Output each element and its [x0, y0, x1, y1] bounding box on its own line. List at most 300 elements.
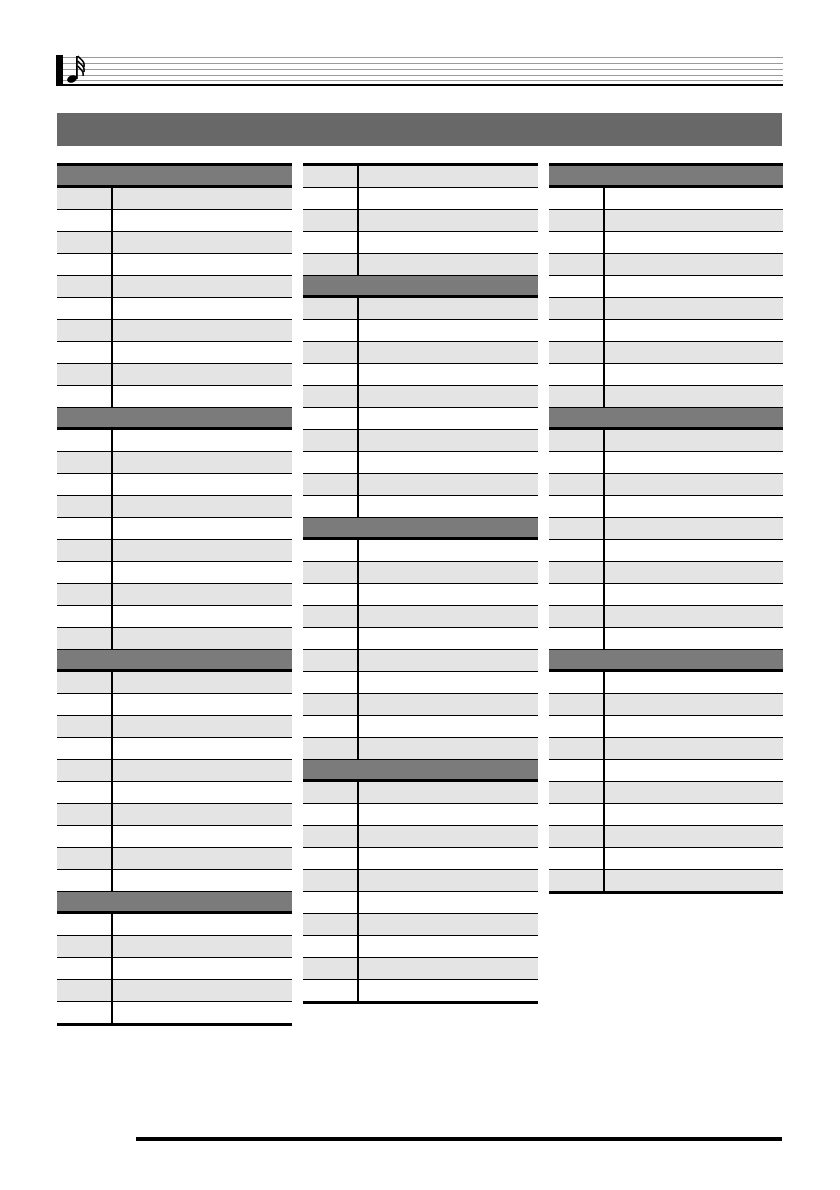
- table-row: [303, 914, 538, 936]
- row-number: [57, 1002, 113, 1023]
- row-number: [57, 452, 113, 473]
- row-name: [359, 980, 538, 1001]
- staff-line: [63, 75, 783, 76]
- row-name: [113, 782, 292, 803]
- row-number: [303, 166, 359, 187]
- row-number: [303, 298, 359, 319]
- table-row: [57, 628, 292, 650]
- row-number: [303, 782, 359, 803]
- table-row: [303, 936, 538, 958]
- row-name: [359, 650, 538, 671]
- row-number: [303, 650, 359, 671]
- table-row: [549, 210, 783, 232]
- table-row: [549, 870, 783, 892]
- row-name: [113, 342, 292, 363]
- table-row: [549, 342, 783, 364]
- row-number: [57, 804, 113, 825]
- row-number: [57, 958, 113, 979]
- row-number: [57, 980, 113, 1001]
- table-row: [303, 782, 538, 804]
- row-name: [359, 672, 538, 693]
- row-name: [605, 826, 783, 847]
- table-row: [303, 870, 538, 892]
- row-name: [113, 474, 292, 495]
- table-row: [549, 474, 783, 496]
- row-name: [113, 210, 292, 231]
- table-row: [549, 320, 783, 342]
- row-name: [359, 716, 538, 737]
- table-row: [303, 298, 538, 320]
- row-number: [57, 298, 113, 319]
- table-row: [549, 298, 783, 320]
- row-name: [113, 870, 292, 891]
- row-number: [57, 606, 113, 627]
- table-row: [57, 518, 292, 540]
- row-number: [549, 254, 605, 275]
- table-column-2: [303, 163, 538, 1004]
- table-row: [549, 606, 783, 628]
- row-name: [605, 496, 783, 517]
- column-bottom-rule: [57, 1024, 292, 1026]
- row-number: [303, 826, 359, 847]
- row-number: [549, 826, 605, 847]
- row-name: [113, 276, 292, 297]
- row-number: [57, 694, 113, 715]
- row-number: [549, 298, 605, 319]
- table-row: [549, 628, 783, 650]
- row-name: [359, 804, 538, 825]
- row-name: [359, 584, 538, 605]
- row-number: [549, 738, 605, 759]
- row-name: [359, 848, 538, 869]
- row-name: [605, 518, 783, 539]
- row-number: [57, 364, 113, 385]
- table-row: [57, 342, 292, 364]
- table-row: [303, 826, 538, 848]
- header-staff: [56, 55, 783, 86]
- table-row: [303, 738, 538, 760]
- table-row: [57, 936, 292, 958]
- table-column-3: [549, 163, 783, 894]
- row-number: [303, 870, 359, 891]
- row-name: [605, 342, 783, 363]
- table-row: [57, 540, 292, 562]
- row-name: [359, 254, 538, 275]
- row-name: [359, 474, 538, 495]
- row-name: [605, 716, 783, 737]
- row-name: [605, 672, 783, 693]
- row-name: [359, 166, 538, 187]
- staff-line: [63, 63, 783, 64]
- row-number: [303, 188, 359, 209]
- row-number: [549, 804, 605, 825]
- row-name: [359, 914, 538, 935]
- row-name: [359, 342, 538, 363]
- row-name: [113, 496, 292, 517]
- row-number: [303, 408, 359, 429]
- table-row: [549, 452, 783, 474]
- table-row: [549, 518, 783, 540]
- row-number: [57, 474, 113, 495]
- row-number: [57, 760, 113, 781]
- table-row: [303, 254, 538, 276]
- row-number: [549, 628, 605, 649]
- table-row: [303, 980, 538, 1002]
- table-row: [57, 364, 292, 386]
- footer-rule: [136, 1137, 782, 1141]
- row-number: [549, 672, 605, 693]
- table-row: [303, 848, 538, 870]
- row-number: [303, 892, 359, 913]
- table-row: [303, 430, 538, 452]
- row-number: [57, 276, 113, 297]
- row-number: [303, 342, 359, 363]
- table-row: [57, 452, 292, 474]
- table-row: [57, 914, 292, 936]
- table-row: [57, 672, 292, 694]
- table-row: [549, 584, 783, 606]
- row-name: [113, 562, 292, 583]
- column-bottom-rule: [303, 1002, 538, 1004]
- row-name: [605, 386, 783, 407]
- music-note-icon: [65, 52, 89, 86]
- row-number: [549, 584, 605, 605]
- group-header: [57, 650, 292, 672]
- table-row: [57, 848, 292, 870]
- table-row: [57, 298, 292, 320]
- row-name: [605, 320, 783, 341]
- staff-line: [63, 57, 783, 58]
- table-row: [303, 210, 538, 232]
- table-row: [549, 496, 783, 518]
- row-number: [57, 584, 113, 605]
- row-number: [303, 738, 359, 759]
- row-name: [605, 562, 783, 583]
- row-name: [113, 958, 292, 979]
- row-number: [549, 276, 605, 297]
- table-row: [57, 760, 292, 782]
- row-name: [605, 188, 783, 209]
- row-number: [303, 606, 359, 627]
- row-name: [359, 320, 538, 341]
- table-row: [549, 848, 783, 870]
- row-name: [113, 188, 292, 209]
- table-row: [549, 364, 783, 386]
- table-row: [303, 716, 538, 738]
- row-number: [303, 672, 359, 693]
- row-number: [549, 364, 605, 385]
- row-number: [549, 870, 605, 891]
- table-row: [57, 562, 292, 584]
- row-number: [303, 848, 359, 869]
- row-name: [359, 606, 538, 627]
- row-name: [605, 848, 783, 869]
- table-row: [303, 408, 538, 430]
- row-number: [57, 518, 113, 539]
- group-header: [303, 760, 538, 782]
- row-number: [549, 782, 605, 803]
- table-row: [303, 342, 538, 364]
- table-row: [303, 694, 538, 716]
- table-row: [303, 166, 538, 188]
- table-row: [303, 188, 538, 210]
- table-row: [57, 276, 292, 298]
- staff-line: [63, 69, 783, 70]
- row-number: [57, 914, 113, 935]
- group-header: [57, 892, 292, 914]
- row-number: [303, 540, 359, 561]
- row-name: [605, 606, 783, 627]
- row-name: [605, 232, 783, 253]
- row-number: [303, 474, 359, 495]
- row-name: [359, 188, 538, 209]
- row-number: [549, 386, 605, 407]
- table-row: [303, 320, 538, 342]
- row-number: [549, 606, 605, 627]
- table-row: [57, 694, 292, 716]
- row-name: [605, 628, 783, 649]
- table-row: [303, 562, 538, 584]
- row-name: [113, 804, 292, 825]
- row-number: [303, 386, 359, 407]
- row-number: [303, 232, 359, 253]
- table-row: [549, 738, 783, 760]
- row-name: [113, 716, 292, 737]
- row-number: [57, 210, 113, 231]
- table-row: [57, 188, 292, 210]
- row-name: [605, 870, 783, 891]
- table-row: [57, 386, 292, 408]
- table-row: [303, 650, 538, 672]
- table-row: [57, 738, 292, 760]
- row-number: [57, 562, 113, 583]
- table-row: [57, 232, 292, 254]
- row-name: [113, 936, 292, 957]
- table-row: [303, 474, 538, 496]
- row-number: [549, 518, 605, 539]
- row-name: [605, 760, 783, 781]
- table-row: [303, 672, 538, 694]
- group-header: [549, 166, 783, 188]
- table-row: [57, 870, 292, 892]
- table-row: [57, 430, 292, 452]
- row-name: [113, 364, 292, 385]
- row-number: [57, 936, 113, 957]
- table-row: [57, 496, 292, 518]
- group-header: [303, 518, 538, 540]
- table-row: [303, 628, 538, 650]
- table-row: [57, 804, 292, 826]
- table-row: [57, 474, 292, 496]
- row-name: [605, 430, 783, 451]
- row-number: [57, 254, 113, 275]
- table-row: [549, 694, 783, 716]
- row-number: [303, 452, 359, 473]
- table-row: [303, 892, 538, 914]
- row-name: [113, 232, 292, 253]
- row-name: [359, 364, 538, 385]
- row-number: [303, 936, 359, 957]
- table-column-1: [57, 163, 292, 1026]
- table-row: [303, 364, 538, 386]
- table-row: [57, 254, 292, 276]
- row-number: [57, 320, 113, 341]
- group-header: [303, 276, 538, 298]
- row-name: [113, 452, 292, 473]
- row-number: [549, 760, 605, 781]
- row-name: [359, 628, 538, 649]
- row-number: [57, 870, 113, 891]
- row-name: [359, 386, 538, 407]
- row-number: [303, 716, 359, 737]
- row-number: [549, 342, 605, 363]
- row-number: [57, 342, 113, 363]
- table-row: [303, 584, 538, 606]
- row-name: [605, 738, 783, 759]
- table-row: [549, 188, 783, 210]
- row-name: [113, 914, 292, 935]
- group-header: [57, 408, 292, 430]
- row-name: [113, 980, 292, 1001]
- row-number: [549, 474, 605, 495]
- row-number: [549, 848, 605, 869]
- row-name: [113, 1002, 292, 1023]
- row-name: [605, 276, 783, 297]
- row-number: [549, 232, 605, 253]
- row-name: [113, 320, 292, 341]
- row-name: [359, 408, 538, 429]
- table-row: [57, 606, 292, 628]
- table-row: [303, 958, 538, 980]
- row-number: [57, 672, 113, 693]
- staff-bottom-rule: [63, 84, 783, 86]
- row-name: [113, 518, 292, 539]
- row-name: [113, 760, 292, 781]
- table-row: [549, 254, 783, 276]
- row-name: [359, 210, 538, 231]
- row-number: [303, 980, 359, 1001]
- row-number: [549, 540, 605, 561]
- row-name: [605, 364, 783, 385]
- row-number: [57, 826, 113, 847]
- row-number: [549, 694, 605, 715]
- row-number: [57, 716, 113, 737]
- row-number: [57, 496, 113, 517]
- row-name: [605, 298, 783, 319]
- table-row: [303, 804, 538, 826]
- table-row: [57, 980, 292, 1002]
- row-name: [359, 826, 538, 847]
- row-name: [605, 210, 783, 231]
- table-row: [57, 584, 292, 606]
- row-name: [359, 562, 538, 583]
- row-number: [57, 386, 113, 407]
- row-name: [113, 848, 292, 869]
- table-row: [549, 562, 783, 584]
- row-name: [113, 430, 292, 451]
- table-row: [303, 606, 538, 628]
- table-row: [549, 672, 783, 694]
- row-name: [113, 298, 292, 319]
- row-name: [605, 584, 783, 605]
- table-row: [549, 782, 783, 804]
- table-row: [549, 276, 783, 298]
- row-name: [113, 254, 292, 275]
- table-row: [303, 386, 538, 408]
- row-number: [57, 782, 113, 803]
- row-number: [549, 430, 605, 451]
- row-number: [549, 452, 605, 473]
- table-row: [549, 716, 783, 738]
- table-row: [549, 760, 783, 782]
- row-number: [549, 320, 605, 341]
- row-name: [113, 628, 292, 649]
- row-name: [605, 540, 783, 561]
- row-name: [113, 826, 292, 847]
- row-number: [303, 694, 359, 715]
- table-row: [57, 826, 292, 848]
- row-number: [549, 562, 605, 583]
- table-row: [57, 320, 292, 342]
- section-heading-bar: [57, 113, 782, 146]
- row-name: [359, 694, 538, 715]
- row-name: [359, 958, 538, 979]
- row-number: [57, 232, 113, 253]
- row-number: [303, 628, 359, 649]
- row-name: [113, 672, 292, 693]
- staff-bar: [56, 55, 63, 86]
- row-number: [57, 738, 113, 759]
- row-name: [605, 452, 783, 473]
- table-row: [303, 496, 538, 518]
- staff-line: [63, 80, 783, 81]
- row-number: [303, 958, 359, 979]
- row-number: [549, 496, 605, 517]
- row-number: [303, 320, 359, 341]
- row-name: [359, 496, 538, 517]
- group-header: [549, 650, 783, 672]
- row-name: [605, 804, 783, 825]
- row-name: [359, 298, 538, 319]
- row-number: [57, 430, 113, 451]
- row-name: [605, 254, 783, 275]
- row-name: [113, 606, 292, 627]
- table-row: [303, 232, 538, 254]
- row-number: [57, 540, 113, 561]
- row-number: [303, 254, 359, 275]
- row-name: [113, 738, 292, 759]
- row-name: [359, 892, 538, 913]
- row-name: [113, 386, 292, 407]
- table-row: [549, 430, 783, 452]
- row-number: [57, 628, 113, 649]
- row-name: [113, 584, 292, 605]
- table-row: [303, 452, 538, 474]
- row-number: [57, 188, 113, 209]
- table-row: [549, 826, 783, 848]
- row-name: [605, 782, 783, 803]
- row-number: [303, 364, 359, 385]
- table-row: [57, 210, 292, 232]
- row-number: [303, 804, 359, 825]
- table-row: [57, 716, 292, 738]
- table-row: [549, 386, 783, 408]
- table-row: [549, 804, 783, 826]
- row-name: [359, 452, 538, 473]
- row-name: [359, 870, 538, 891]
- table-row: [57, 958, 292, 980]
- group-header: [549, 408, 783, 430]
